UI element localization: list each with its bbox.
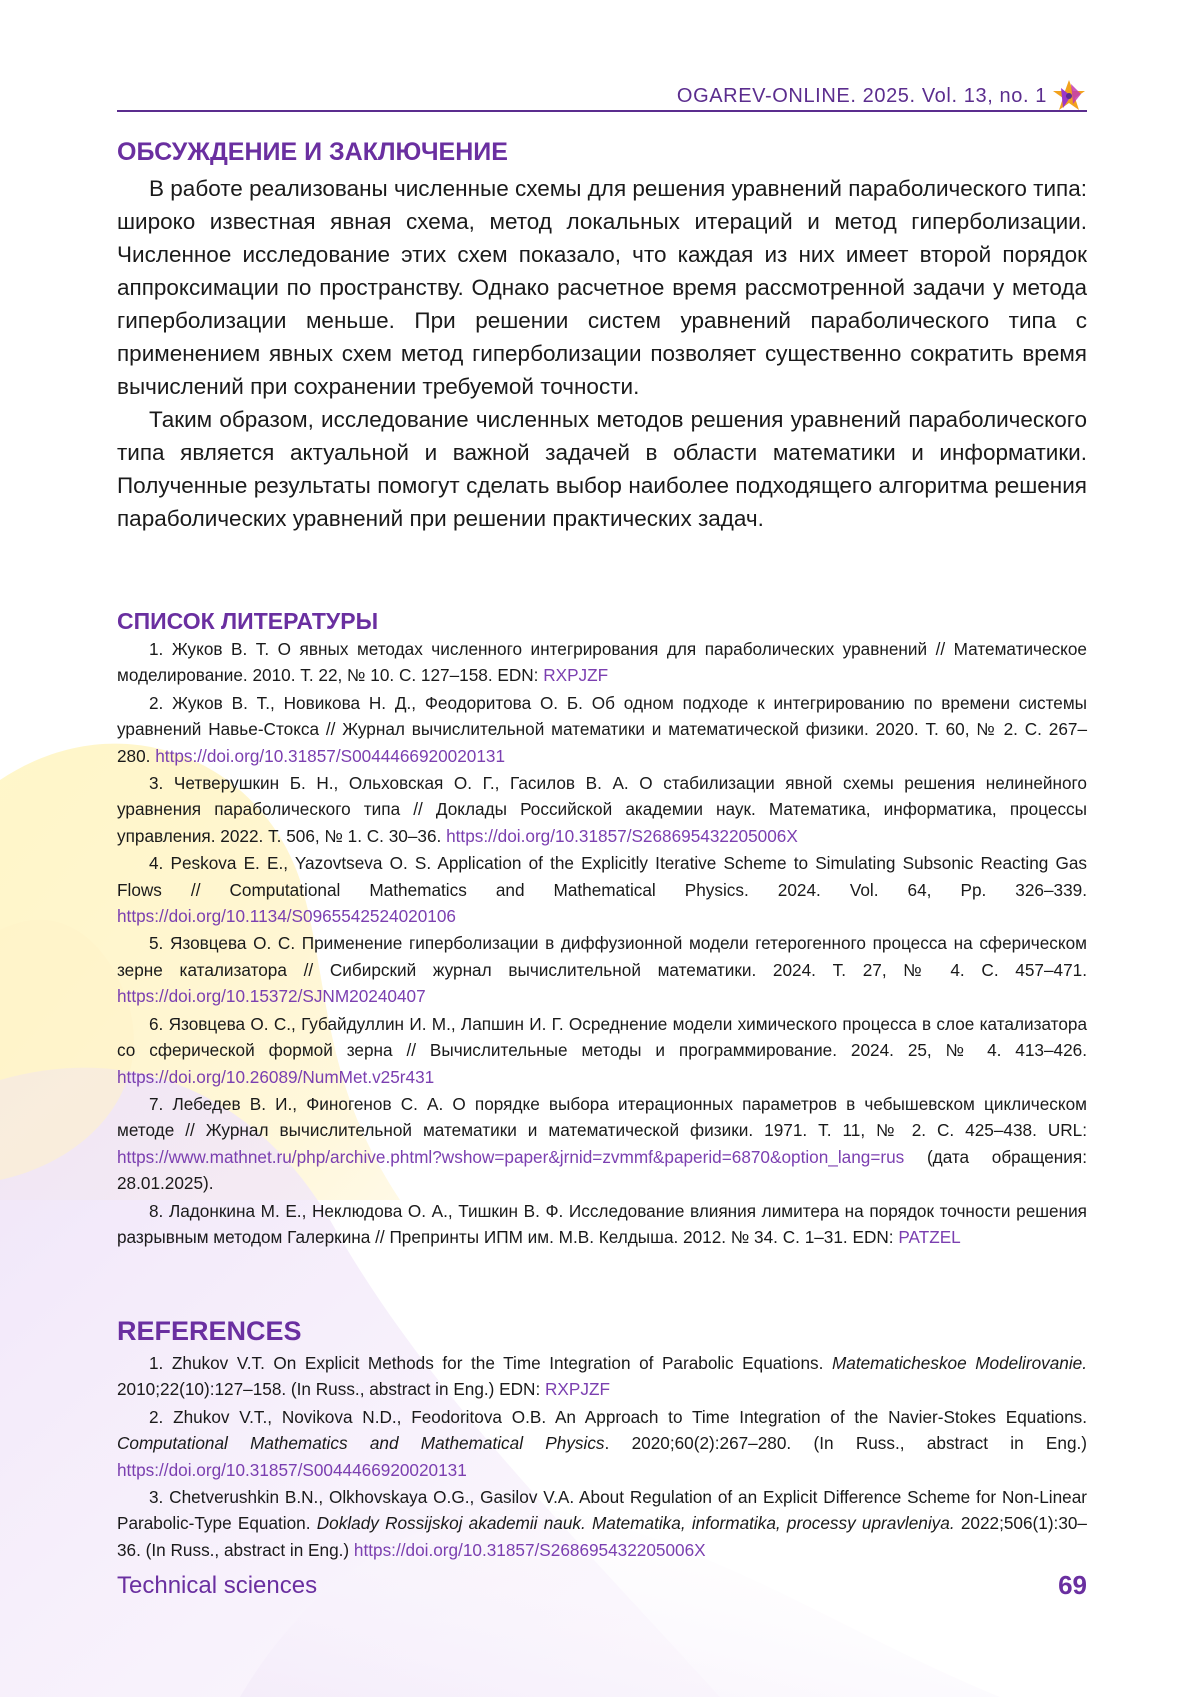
references-list [117,1350,1087,1564]
reference-item: 3. Chetverushkin B.N., Olkhovskaya O.G., Gasilov V.A. About Regulation of an Explicit Difference Scheme for Non-Linear Parabolic-Type Equation. Doklady Rossijskoj akademii nauk. Matematika, informatika, processy upravleniya. 2022;506(1):30–36. (In Russ., abstract in Eng.) https://doi.org/10.31857/S268695432205006X [117,1484,1087,1563]
reference-link[interactable]: https://doi.org/10.15372/SJNM20240407 [117,986,426,1006]
discussion-body [117,172,1087,535]
references-title: REFERENCES [117,1316,302,1346]
journal-logo-icon [1051,78,1087,114]
discussion-paragraph: Таким образом, исследование численных методов решения уравнений параболического типа является актуальной и важной задачей в области математики и информатики. Полученные результаты помогут сделать выбор наиболее подходящего алгоритма решения параболических уравнений при решении практических задач. [117,403,1087,535]
literature-item: 3. Четверушкин Б. Н., Ольховская О. Г., Гасилов В. А. О стабилизации явной схемы решения нелинейного уравнения параболического типа // Доклады Российской академии наук. Математика, информатика, процессы управления. 2022. Т. 506, № 1. С. 30–36. https://doi.org/10.31857/S268695432205006X [117,770,1087,849]
reference-link[interactable]: https://doi.org/10.31857/S0044466920020131 [155,746,505,766]
journal-info: OGAREV-ONLINE. 2025. Vol. 13, no. 1 [677,84,1047,108]
reference-link[interactable]: PATZEL [898,1227,960,1247]
header-divider [117,110,1087,112]
literature-list [117,636,1087,1251]
literature-item: 1. Жуков В. Т. О явных методах численного интегрирования для параболических уравнений // Математическое моделирование. 2010. Т. 22, № 10. С. 127–158. EDN: RXPJZF [117,636,1087,689]
literature-item: 5. Язовцева О. С. Применение гиперболизации в диффузионной модели гетерогенного процесса на сферическом зерне катализатора // Сибирский журнал вычислительной математики. 2024. Т. 27, № 4. С. 457–471. https://doi.org/10.15372/SJNM20240407 [117,930,1087,1009]
section-label: Technical sciences [117,1572,317,1600]
reference-link[interactable]: https://www.mathnet.ru/php/archive.phtml?wshow=paper&jrnid=zvmmf&paperid=6870&option_lang=rus [117,1147,904,1167]
reference-item: 2. Zhukov V.T., Novikova N.D., Feodoritova O.B. An Approach to Time Integration of the Navier-Stokes Equations. Computational Mathematics and Mathematical Physics. 2020;60(2):267–280. (In Russ., abstract in Eng.) https://doi.org/10.31857/S0044466920020131 [117,1404,1087,1483]
page-header [117,84,1087,114]
journal-name: Matematicheskoe Modelirovanie. [832,1353,1087,1373]
reference-item: 1. Zhukov V.T. On Explicit Methods for the Time Integration of Parabolic Equations. Matematicheskoe Modelirovanie. 2010;22(10):127–158. (In Russ., abstract in Eng.) EDN: RXPJZF [117,1350,1087,1403]
page-footer [117,1572,1087,1604]
reference-link[interactable]: RXPJZF [545,1379,610,1399]
journal-name: Computational Mathematics and Mathematical Physics [117,1433,605,1453]
literature-item: 8. Ладонкина М. Е., Неклюдова О. А., Тишкин В. Ф. Исследование влияния лимитера на порядок точности решения разрывным методом Галеркина // Препринты ИПМ им. М.В. Келдыша. 2012. № 34. С. 1–31. EDN: PATZEL [117,1198,1087,1251]
literature-item: 2. Жуков В. Т., Новикова Н. Д., Феодоритова О. Б. Об одном подходе к интегрированию по времени системы уравнений Навье-Стокса // Журнал вычислительной математики и математической физики. 2020. Т. 60, № 2. С. 267–280. https://doi.org/10.31857/S0044466920020131 [117,690,1087,769]
literature-item: 7. Лебедев В. И., Финогенов С. А. О порядке выбора итерационных параметров в чебышевском циклическом методе // Журнал вычислительной математики и математической физики. 1971. Т. 11, № 2. С. 425–438. URL: https://www.mathnet.ru/php/archive.phtml?wshow=paper&jrnid=zvmmf&paperid=6870&option_lang=rus (дата обращения: 28.01.2025). [117,1091,1087,1197]
reference-link[interactable]: https://doi.org/10.1134/S0965542524020106 [117,906,456,926]
reference-link[interactable]: https://doi.org/10.26089/NumMet.v25r431 [117,1067,434,1087]
discussion-title: ОБСУЖДЕНИЕ И ЗАКЛЮЧЕНИЕ [117,137,508,167]
journal-name: Doklady Rossijskoj akademii nauk. Matematika, informatika, processy upravleniya. [317,1513,955,1533]
literature-item: 6. Язовцева О. С., Губайдуллин И. М., Лапшин И. Г. Осреднение модели химического процесса в слое катализатора со сферической формой зерна // Вычислительные методы и программирование. 2024. 25, № 4. 413–426. https://doi.org/10.26089/NumMet.v25r431 [117,1011,1087,1090]
reference-link[interactable]: RXPJZF [543,665,608,685]
reference-link[interactable]: https://doi.org/10.31857/S268695432205006X [446,826,798,846]
discussion-paragraph: В работе реализованы численные схемы для решения уравнений параболического типа: широко известная явная схема, метод локальных итераций и метод гиперболизации. Численное исследование этих схем показало, что каждая из них имеет второй порядок аппроксимации по пространству. Однако расчетное время рассмотренной задачи у метода гиперболизации меньше. При решении систем уравнений параболического типа с применением явных схем метод гиперболизации позволяет существенно сократить время вычислений при сохранении требуемой точности. [117,172,1087,403]
page-number: 69 [1058,1570,1087,1601]
reference-link[interactable]: https://doi.org/10.31857/S268695432205006X [354,1540,706,1560]
reference-link[interactable]: https://doi.org/10.31857/S0044466920020131 [117,1460,467,1480]
literature-item: 4. Peskova E. E., Yazovtseva O. S. Application of the Explicitly Iterative Scheme to Simulating Subsonic Reacting Gas Flows // Computational Mathematics and Mathematical Physics. 2024. Vol. 64, Pp. 326–339. https://doi.org/10.1134/S0965542524020106 [117,850,1087,929]
literature-title: СПИСОК ЛИТЕРАТУРЫ [117,606,378,636]
